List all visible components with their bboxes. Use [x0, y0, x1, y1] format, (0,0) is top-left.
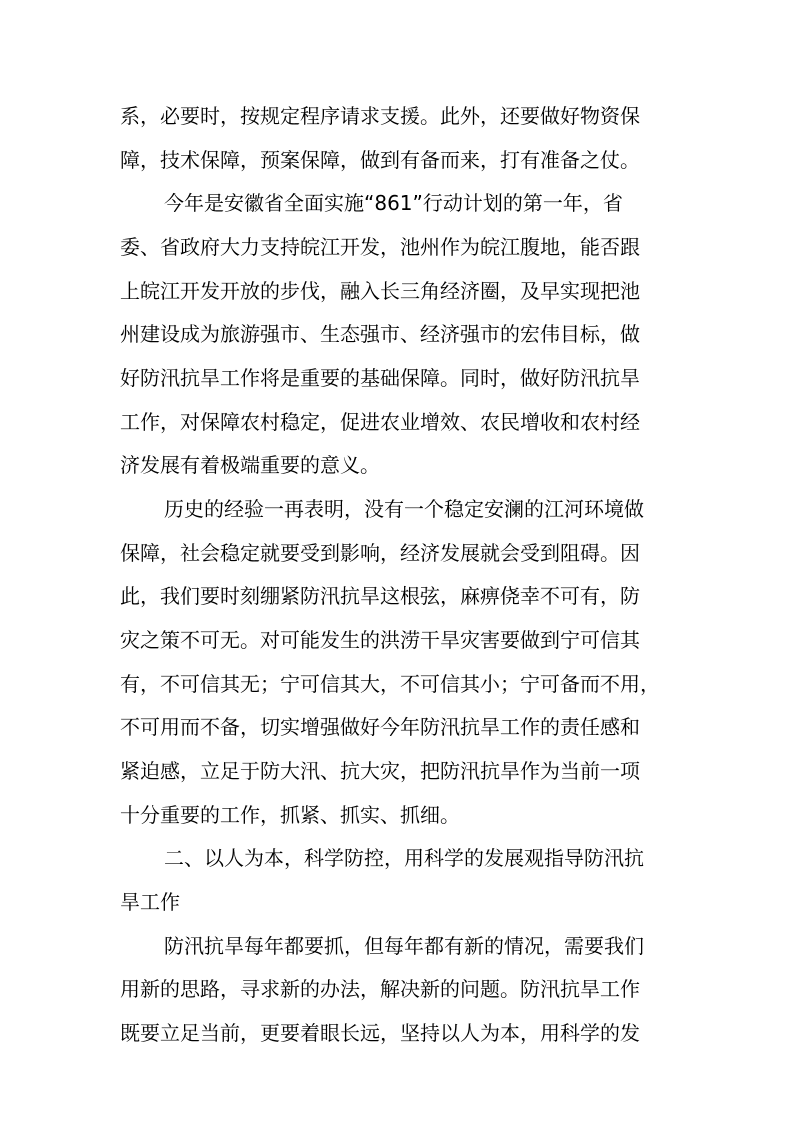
section-heading-line: 二、以人为本，科学防控，用科学的发展观指导防汛抗 [164, 846, 644, 870]
text-line: 有，不可信其无；宁可信其大，不可信其小；宁可备而不用， [120, 672, 660, 696]
text-line: 州建设成为旅游强市、生态强市、经济强市的宏伟目标，做 [120, 322, 640, 346]
paragraph-start-line: 今年是安徽省全面实施“861”行动计划的第一年，省 [164, 191, 623, 215]
text-line: 不可用而不备，切实增强做好今年防汛抗旱工作的责任感和 [120, 715, 640, 739]
text-line: 济发展有着极端重要的意义。 [120, 453, 380, 477]
text-line: 委、省政府大力支持皖江开发，池州作为皖江腹地，能否跟 [120, 235, 640, 259]
text-line: 系，必要时，按规定程序请求支援。此外，还要做好物资保 [120, 104, 640, 128]
section-heading-line: 旱工作 [120, 890, 180, 914]
text-line: 保障，社会稳定就要受到影响，经济发展就会受到阻碍。因 [120, 541, 640, 565]
text-line: 十分重要的工作，抓紧、抓实、抓细。 [120, 803, 460, 827]
text-line: 障，技术保障，预案保障，做到有备而来，打有准备之仗。 [120, 148, 640, 172]
text-line: 用新的思路，寻求新的办法，解决新的问题。防汛抗旱工作 [120, 977, 640, 1001]
paragraph-start-line: 历史的经验一再表明，没有一个稳定安澜的江河环境做 [164, 497, 644, 521]
text-line: 上皖江开发开放的步伐，融入长三角经济圈，及早实现把池 [120, 279, 640, 303]
text-line: 工作，对保障农村稳定，促进农业增效、农民增收和农村经 [120, 410, 640, 434]
text-line: 灾之策不可无。对可能发生的洪涝干旱灾害要做到宁可信其 [120, 628, 640, 652]
text-line: 好防汛抗旱工作将是重要的基础保障。同时，做好防汛抗旱 [120, 366, 640, 390]
text-line: 紧迫感，立足于防大汛、抗大灾，把防汛抗旱作为当前一项 [120, 759, 640, 783]
text-line: 既要立足当前，更要着眼长远，坚持以人为本，用科学的发 [120, 1021, 640, 1045]
text-line: 此，我们要时刻绷紧防汛抗旱这根弦，麻痹侥幸不可有，防 [120, 584, 640, 608]
paragraph-start-line: 防汛抗旱每年都要抓，但每年都有新的情况，需要我们 [164, 934, 644, 958]
